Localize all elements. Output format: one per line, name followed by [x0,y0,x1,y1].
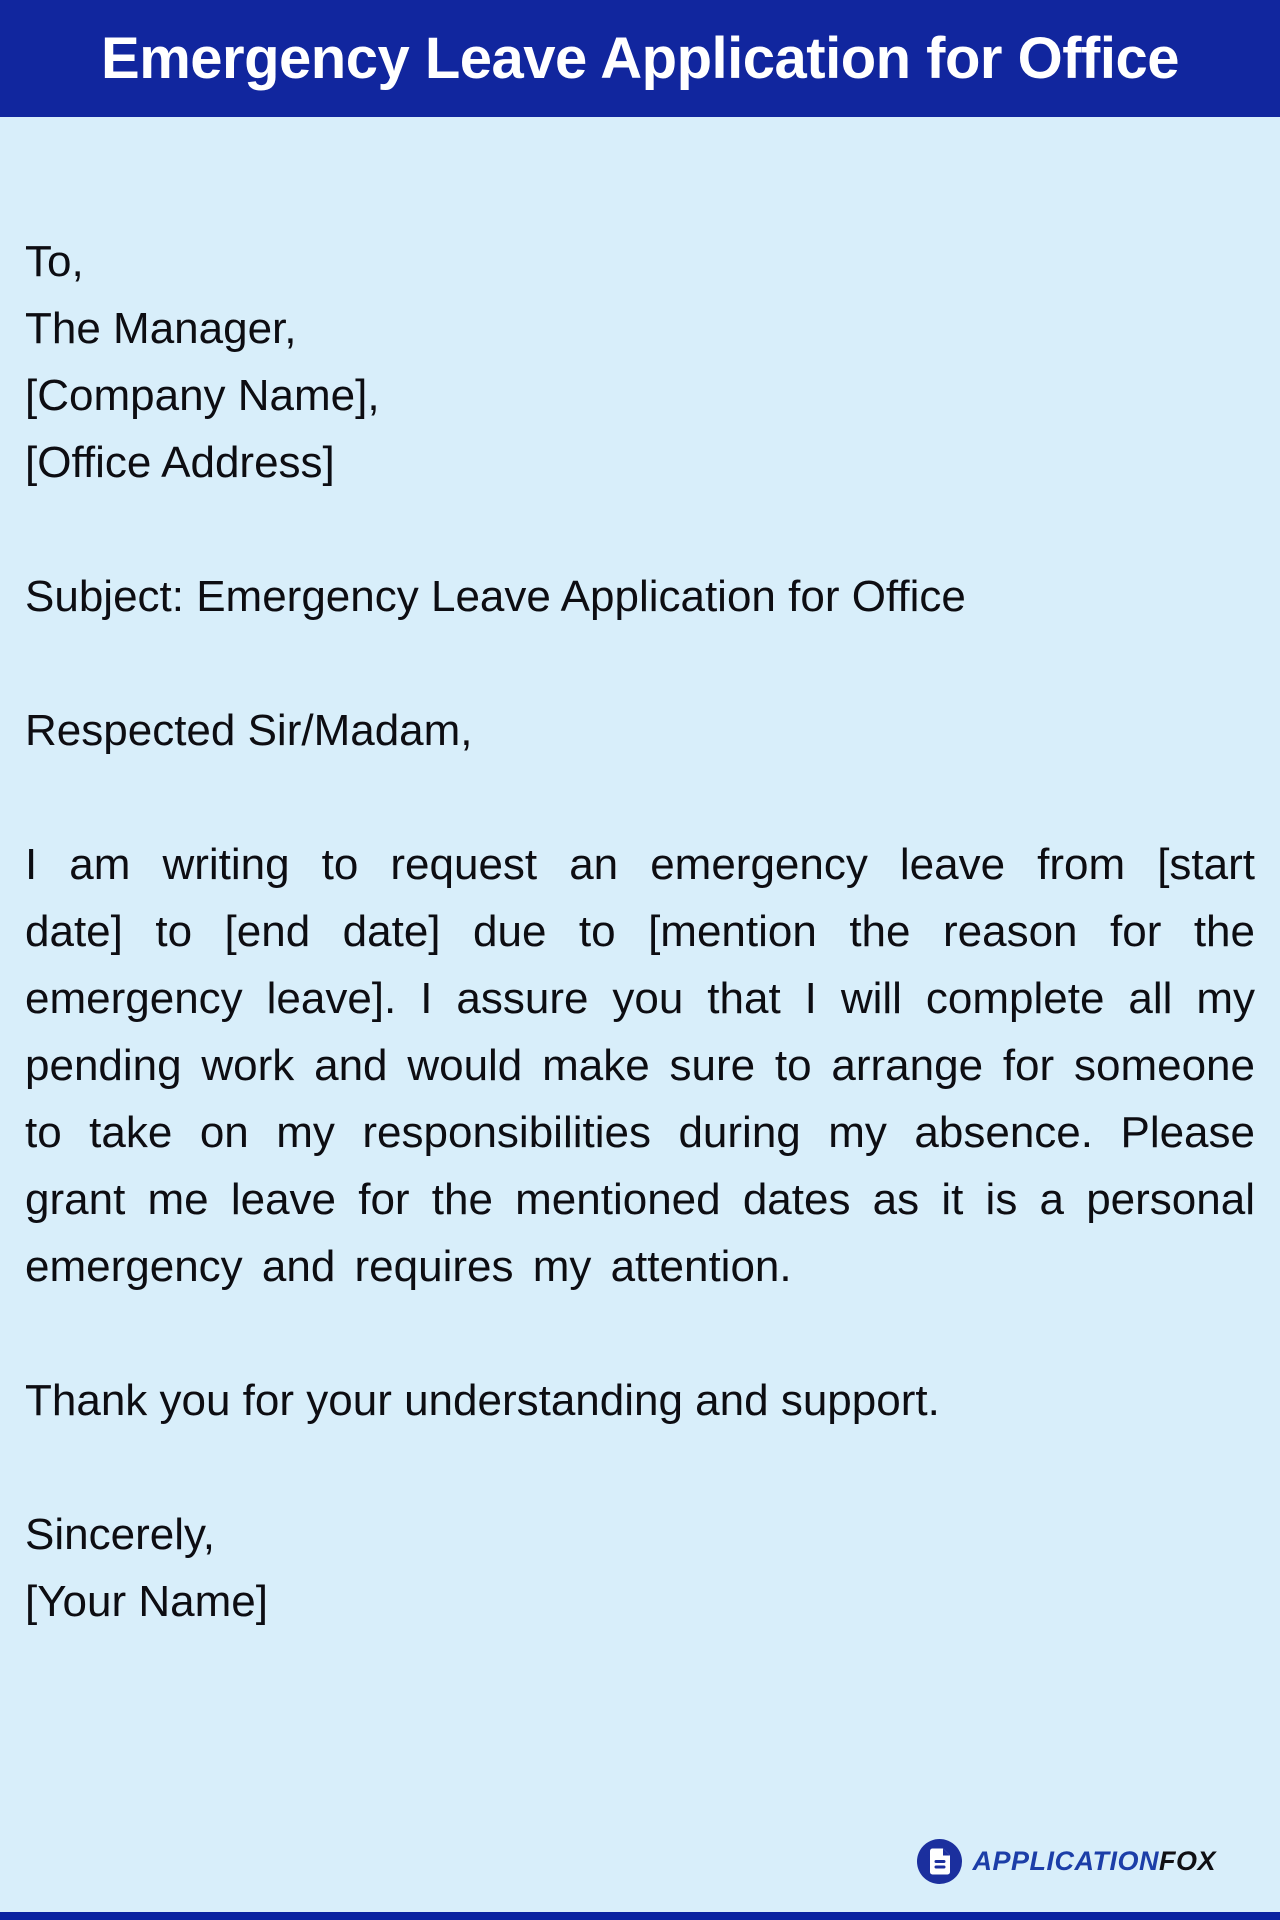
thanks-block [25,1367,1255,1434]
body-block [25,831,1255,1300]
applicationfox-logo[interactable] [917,1839,1216,1884]
recipient-line-manager: The Manager, [25,304,297,353]
closing-block [25,1501,1255,1635]
logo-text-fox: FOX [1158,1846,1216,1876]
bottom-accent-bar [0,1912,1280,1920]
salutation-block [25,697,1255,764]
recipient-line-company: [Company Name], [25,371,380,420]
subject-block [25,563,1255,630]
signature-placeholder: [Your Name] [25,1577,268,1626]
body-paragraph: I am writing to request an emergency leave from [start date] to [end date] due to [mention the reason for the emergency leave]. I assure you that I will complete all my pending work and would make sure to arrange for someone to take on my responsibilities during my absence. Please grant me leave for the mentioned dates as it is a personal emergency and requires my attention. [25,840,1255,1291]
logo-wordmark [972,1846,1216,1877]
closing-line: Sincerely, [25,1510,215,1559]
document-icon [917,1839,962,1884]
title-bar [0,0,1280,117]
subject-line: Subject: Emergency Leave Application for Office [25,572,966,621]
recipient-line-to: To, [25,237,84,286]
logo-text-application: APPLICATION [972,1846,1159,1876]
page-title: Emergency Leave Application for Office [101,26,1179,91]
thanks-line: Thank you for your understanding and support. [25,1376,940,1425]
salutation: Respected Sir/Madam, [25,706,473,755]
recipient-block [25,228,1255,496]
recipient-line-address: [Office Address] [25,438,335,487]
letter-content [0,117,1280,1635]
